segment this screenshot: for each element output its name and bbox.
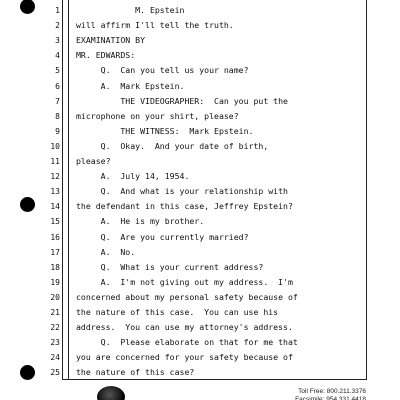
transcript-line [0,169,400,184]
line-number: 10 [50,141,60,151]
transcript-line [0,48,400,63]
transcript-line [0,214,400,229]
line-number: 3 [55,36,60,46]
transcript-line [0,18,400,33]
transcript-line [0,290,400,305]
transcript-line [0,350,400,365]
line-text: Q. What is your current address? [76,261,264,272]
line-text: Q. Can you tell us your name? [76,65,249,76]
line-number: 19 [50,277,60,287]
line-number: 8 [55,111,60,121]
line-text: Q. Are you currently married? [76,231,249,242]
line-number: 25 [50,368,60,378]
line-number: 7 [55,96,60,106]
footer-contact [295,388,366,400]
line-number: 11 [50,157,60,166]
line-text: the nature of this case? [76,367,195,378]
line-number: 5 [55,66,60,76]
line-number: 17 [50,247,60,257]
line-text: THE VIDEOGRAPHER: Can you put the [76,95,288,106]
line-number: 22 [50,323,60,333]
facsimile-number: Facsimile: 954.331.4418 [295,396,366,400]
line-text: concerned about my personal safety because of [76,291,298,302]
transcript-line [0,124,400,139]
line-number: 1 [55,6,60,15]
line-text: address. You can use my attorney's address. [76,322,293,333]
line-text: A. July 14, 1954. [76,171,190,182]
line-number: 18 [50,262,60,272]
transcript-line [0,3,400,18]
transcript-line [0,260,400,275]
reporter-logo [97,386,125,400]
line-number: 6 [55,81,60,91]
line-number: 21 [50,308,60,317]
line-text: Q. Okay. And your date of birth, [76,140,269,151]
line-text: THE WITNESS: Mark Epstein. [76,125,254,136]
transcript-line [0,139,400,154]
line-text: A. Mark Epstein. [76,80,185,91]
transcript-line [0,245,400,260]
transcript-line [0,275,400,290]
line-text: A. I'm not giving out my address. I'm [76,276,293,287]
line-text: Q. Please elaborate on that for me that [76,337,298,348]
line-text: the defendant in this case, Jeffrey Epstein? [76,201,293,212]
line-text: you are concerned for your safety because of [76,352,293,363]
transcript-line [0,94,400,109]
line-text: the nature of this case. You can use his [76,307,279,317]
toll-free-number: Toll Free: 800.211.3376 [298,388,366,395]
line-number: 12 [50,172,60,182]
line-text: Q. And what is your relationship with [76,186,288,197]
line-number: 20 [50,292,60,302]
line-text: MR. EDWARDS: [76,50,136,61]
line-text: M. Epstein [76,5,185,15]
line-number: 23 [50,338,60,348]
line-number: 4 [55,51,60,61]
line-text: microphone on your shirt, please? [76,110,239,121]
transcript-line [0,154,400,169]
line-text: will affirm I'll tell the truth. [76,20,234,31]
line-text: EXAMINATION BY [76,35,146,46]
line-text: A. He is my brother. [76,216,205,227]
transcript-line [0,365,400,380]
transcript-line [0,230,400,245]
line-number: 9 [55,126,60,136]
transcript-line [0,199,400,214]
line-number: 13 [50,187,60,197]
line-number: 16 [50,232,60,242]
transcript-line [0,335,400,350]
line-text: A. No. [76,246,136,257]
line-number: 2 [55,21,60,31]
transcript-line [0,33,400,48]
transcript-line [0,79,400,94]
transcript-line [0,109,400,124]
line-number: 14 [50,202,60,212]
transcript-line [0,184,400,199]
line-number: 24 [50,353,60,363]
line-text: please? [76,156,111,166]
transcript-line [0,63,400,78]
transcript-line [0,305,400,320]
transcript-line [0,320,400,335]
line-number: 15 [50,217,60,227]
